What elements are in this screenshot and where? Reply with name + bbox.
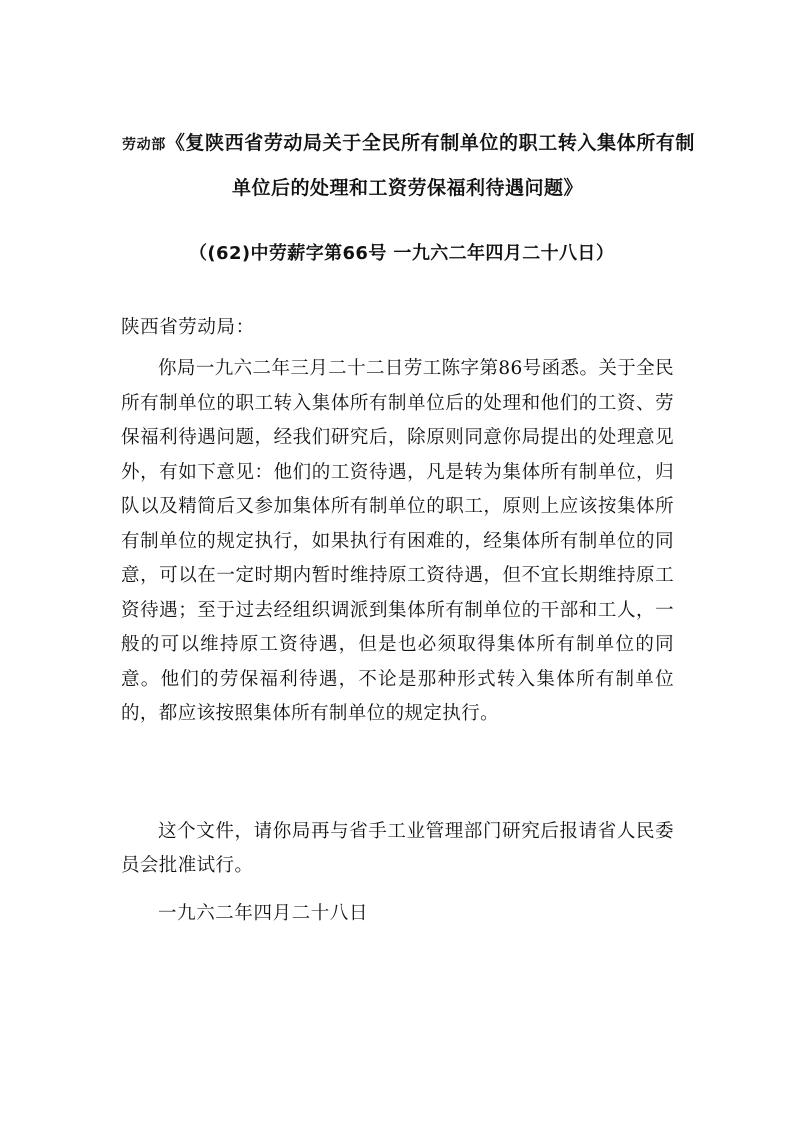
body-paragraph-1: 你局一九六二年三月二十二日劳工陈字第86号函悉。关于全民所有制单位的职工转入集体所有制单位后的处理和他们的工资、劳保福利待遇问题，经我们研究后，除原则同意你局提出的处理意见外，有如下意见：他们的工资待遇，凡是转为集体所有制单位，归队以及精简后又参加集体所有制单位的职工，原则上应该按集体所有制单位的规定执行，如果执行有困难的，经集体所有制单位的同意，可以在一定时期内暂时维持原工资待遇，但不宜长期维持原工资待遇；至于过去经组织调派到集体所有制单位的干部和工人，一般的可以维持原工资待遇，但是也必须取得集体所有制单位的同意。他们的劳保福利待遇，不论是那种形式转入集体所有制单位的，都应该按照集体所有制单位的规定执行。 — [121, 358, 674, 724]
document-date: 一九六二年四月二十八日 — [158, 903, 369, 924]
document-title-line-2: 单位后的处理和工资劳保福利待遇问题》 — [232, 177, 584, 199]
title-text-part-1: 《复陕西省劳动局关于全民所有制单位的职工转入集体所有制 — [165, 132, 696, 154]
document-title-line-1 — [122, 131, 696, 157]
body-paragraph-2: 这个文件，请你局再与省手工业管理部门研究后报请省人民委员会批准试行。 — [121, 821, 674, 876]
salutation: 陕西省劳动局： — [121, 317, 255, 338]
document-reference: （(62)中劳薪字第66号 一九六二年四月二十八日） — [189, 243, 615, 264]
title-issuer: 劳动部 — [122, 137, 166, 153]
